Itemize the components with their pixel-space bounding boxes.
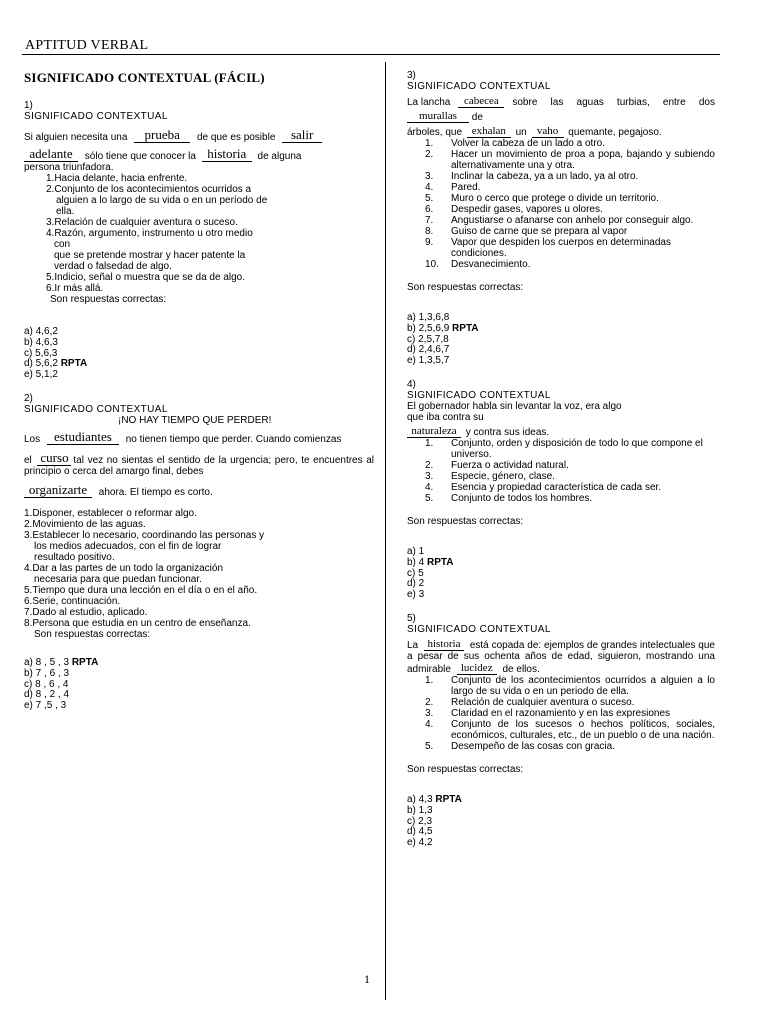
question-3 [407,70,715,367]
option-item: los medios adecuados, con el fin de lograr [34,540,222,552]
column-divider [385,62,386,1000]
correct-answer-mark: RPTA [71,656,99,668]
answer-choice: a) 4,3 RPTA [407,793,462,805]
option-item: 8.Persona que estudia en un centro de enseñanza. [24,617,251,629]
answer-choice: d) 8 , 2 , 4 [24,689,70,701]
question-number: 3) [407,70,416,81]
left-column [24,66,374,712]
question-text: organizarte ahora. El tiempo es corto. [24,483,374,498]
option-item: 6.Ir más allá. [46,283,104,294]
option-item: 4. Pared. [425,182,481,193]
option-item: 1.Disponer, establecer o reformar algo. [24,507,197,519]
question-text: Los estudiantes no tienen tiempo que perder. Cuando comienzas [24,428,342,445]
answer-choice: c) 8 , 6 , 4 [24,678,69,690]
answer-choices [24,658,374,712]
key-word: estudiantes [47,430,119,445]
key-word: exhalan [467,125,511,138]
option-item: 6. Despedir gases, vapores u olores. [425,204,603,215]
question-text: adelante sólo tiene que conocer la historia de alguna [24,147,374,162]
option-item: 7. Angustiarse o afanarse con anhelo por conseguir algo. [425,215,694,226]
question-1 [24,100,374,381]
answer-choice: b) 1,3 [407,804,433,816]
option-item: 4.Razón, argumento, instrumento u otro medio [46,228,253,239]
answer-prompt: Son respuestas correctas: [50,294,167,305]
option-item: verdad o falsedad de algo. [54,261,172,272]
answer-choice: c) 5 [407,567,424,579]
option-item: 5. Desempeño de las cosas con gracia. [425,740,615,752]
answer-prompt: Son respuestas correctas: [407,515,524,527]
option-item: 6.Serie, continuación. [24,595,121,607]
option-item: 1. Volver la cabeza de un lado a otro. [425,138,605,149]
answer-choice: e) 3 [407,589,425,601]
question-text: La lancha cabecea sobre las aguas turbias, entre dos [407,95,715,108]
key-word: prueba [134,128,190,143]
option-item: 5.Tiempo que dura una lección en el día o en el año. [24,584,258,596]
option-item: 4. Esencia y propiedad característica de cada ser. [425,481,662,493]
option-item: 2.Movimiento de las aguas. [24,518,146,530]
option-item: 4.Dar a las partes de un todo la organización [24,562,224,574]
question-4 [407,379,715,601]
correct-answer-mark: RPTA [452,322,479,334]
question-text: que iba contra su [407,411,484,423]
answer-choice: a) 1,3,6,8 [407,312,450,323]
option-item: 2. Fuerza o actividad natural. [425,459,569,471]
answer-choice: d) 5,6,2 RPTA [24,358,88,370]
correct-answer-mark: RPTA [427,556,454,568]
key-word: historia [202,147,252,162]
answer-choice: b) 7 , 6 , 3 [24,667,70,679]
option-item: 3. Especie, género, clase. [425,470,555,482]
question-text: el curso tal vez no sientas el sentido de la urgencia; pero, te encuentres al principio o cerca del amargo final, debes [24,449,374,477]
answer-choices [407,313,715,367]
question-title: SIGNIFICADO CONTEXTUAL [24,111,168,122]
option-item: 7.Dado al estudio, aplicado. [24,606,148,618]
answer-choice: d) 2 [407,578,425,590]
answer-choices [407,547,715,601]
answer-choice: a) 4,6,2 [24,326,58,337]
answer-choice: b) 2,5,6,9 RPTA [407,322,479,334]
question-title: SIGNIFICADO CONTEXTUAL [407,81,551,92]
key-word: naturaleza [407,425,461,438]
option-item: 1.Hacia delante, hacia enfrente. [46,173,188,184]
option-item: 5. Muro o cerco que protege o divide un territorio. [425,193,659,204]
answer-choice: a) 1 [407,545,425,557]
option-item: 10. Desvanecimiento. [425,259,531,270]
answer-choice: c) 2,3 [407,815,433,827]
question-text: El gobernador habla sin levantar la voz, era algo [407,400,622,412]
question-text: murallas de [407,110,715,123]
option-item: 9. Vapor que despiden los cuerpos en determinadas condiciones. [425,237,671,259]
main-title: SIGNIFICADO CONTEXTUAL (FÁCIL) [24,70,265,85]
answer-choice: b) 4,6,3 [24,336,58,348]
question-text: persona triunfadora. [24,162,114,173]
options-list [407,438,715,504]
option-item: resultado positivo. [34,551,115,563]
option-item: alguien a lo largo de su vida o en un período de [56,195,268,206]
question-number: 1) [24,100,33,111]
answer-choice: d) 4,5 [407,826,433,838]
answer-choice: d) 2,4,6,7 [407,344,450,356]
question-subtitle: ¡NO HAY TIEMPO QUE PERDER! [118,414,272,426]
option-item: 1. Conjunto, orden y disposición de todo lo que compone el universo. [425,437,703,460]
key-word: cabecea [458,95,504,108]
answer-prompt: Son respuestas correctas: [34,628,151,640]
question-text: naturaleza y contra sus ideas. [407,425,715,438]
key-word: historia [424,638,464,651]
key-word: lucidez [457,662,497,675]
right-column [407,70,715,849]
option-item: ella. [56,206,75,217]
option-item: que se pretende mostrar y hacer patente la [54,250,246,261]
page-number: 1 [364,972,370,986]
answer-choice: e) 4,2 [407,837,433,849]
option-item: 1. Conjunto de los acontecimientos ocurridos a alguien a lo largo de su vida o en un periodo de ella. [425,674,715,697]
question-text: árboles, que exhalan un vaho quemante, pegajoso. [407,125,662,138]
question-title: SIGNIFICADO CONTEXTUAL [24,403,168,415]
correct-answer-mark: RPTA [435,793,462,805]
option-item: 5.Indicio, señal o muestra que se da de algo. [46,272,246,283]
question-title: SIGNIFICADO CONTEXTUAL [407,623,551,635]
key-word: organizarte [24,483,92,498]
question-title: SIGNIFICADO CONTEXTUAL [407,389,551,401]
option-item: 2. Relación de cualquier aventura o suceso. [425,696,635,708]
answer-choices [407,795,715,849]
question-text: La historia está copada de: ejemplos de grandes intelectuales que a pesar de sus ochenta años de edad, siguieron, mostrando una admirable lucidez de ellos. [407,637,715,675]
option-item: 2. Hacer un movimiento de proa a popa, bajando y subiendo alternativamente una y otra. [425,149,715,171]
answer-choice: e) 1,3,5,7 [407,355,450,367]
option-item: 8. Guiso de carne que se prepara al vapor [425,226,628,237]
key-word: curso [37,451,71,466]
question-text: Si alguien necesita una prueba de que es posible salir [24,128,374,143]
options-list [407,138,715,270]
answer-choice: b) 4 RPTA [407,556,454,568]
question-5 [407,613,715,849]
key-word: salir [282,128,322,143]
page-header-title: APTITUD VERBAL [25,38,149,53]
answer-prompt: Son respuestas correctas: [407,282,524,293]
option-item: necesaria para que puedan funcionar. [34,573,202,585]
question-number: 4) [407,378,416,390]
question-number: 5) [407,612,416,624]
answer-choice: c) 5,6,3 [24,347,58,359]
option-item: 3.Relación de cualquier aventura o suceso. [46,217,238,228]
options-list [24,173,374,305]
answer-choice: a) 8 , 5 , 3 RPTA [24,656,99,668]
answer-choices [24,327,374,381]
key-word: murallas [407,110,469,123]
option-item: con [54,239,71,250]
key-word: adelante [24,147,78,162]
option-item: 3. Claridad en el razonamiento y en las expresiones [425,707,671,719]
answer-choice: e) 5,1,2 [24,369,58,381]
options-list [24,508,374,640]
option-item: 4. Conjunto de los sucesos o hechos políticos, sociales, económicos, culturales, etc., de un pueblo o de una nación. [425,718,715,741]
option-item: 3.Establecer lo necesario, coordinando las personas y [24,529,265,541]
key-word: vaho [532,125,564,138]
correct-answer-mark: RPTA [60,358,88,370]
option-item: 3. Inclinar la cabeza, ya a un lado, ya al otro. [425,171,639,182]
question-2 [24,393,374,712]
option-item: 2.Conjunto de los acontecimientos ocurridos a [46,184,252,195]
answer-prompt: Son respuestas correctas: [407,763,524,775]
options-list [407,675,715,752]
answer-choice: e) 7 ,5 , 3 [24,700,67,712]
answer-choice: c) 2,5,7,8 [407,333,449,345]
header-rule [22,54,720,55]
option-item: 5. Conjunto de todos los hombres. [425,492,593,504]
question-number: 2) [24,392,33,404]
